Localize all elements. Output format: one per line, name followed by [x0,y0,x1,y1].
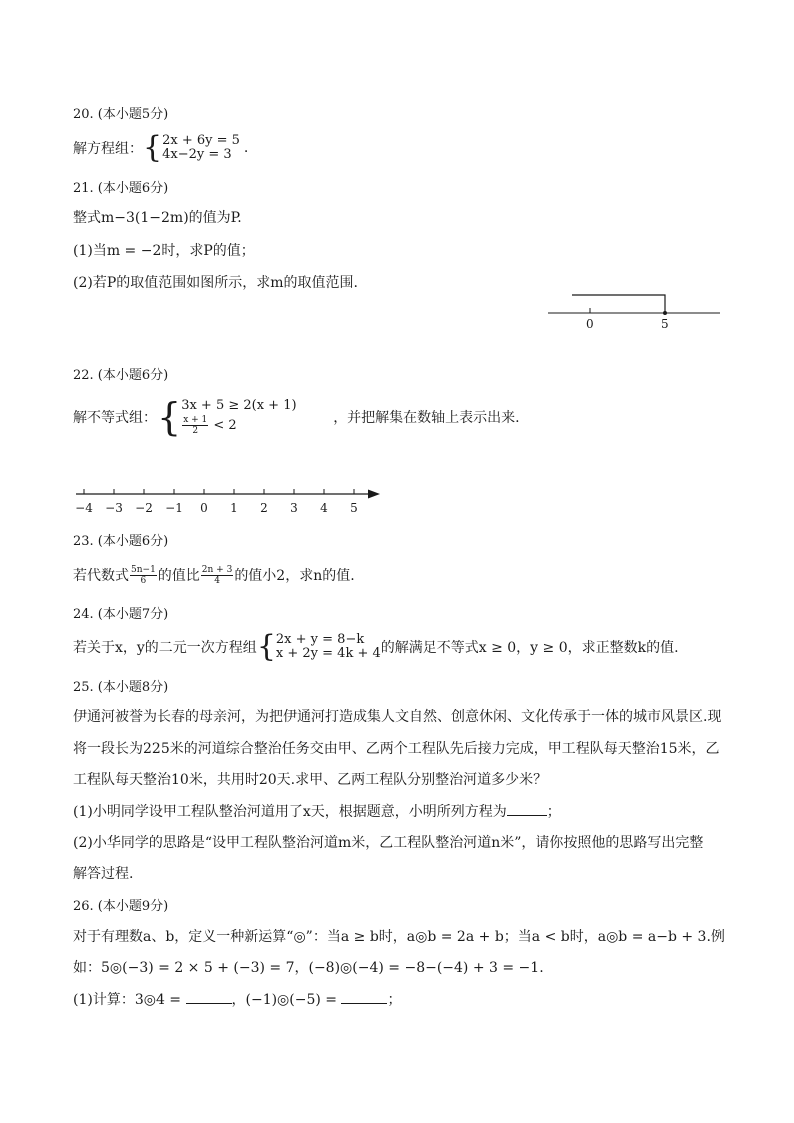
q25-line4-end: ； [546,804,561,820]
axis-tick-label: 0 [200,501,208,515]
q24-body [73,630,679,664]
q26-line3 [73,989,401,1009]
closed-endpoint-dot [663,311,667,315]
answer-blank [341,991,387,1004]
q25-line4-text: (1)小明同学设甲工程队整治河道用了x天，根据题意，小明所列方程为 [73,804,507,820]
q25-heading: 25. (本小题8分) [73,680,169,695]
q24-eq2: x + 2y = 4k + 4 [275,646,381,661]
axis-tick-label: −3 [105,501,123,515]
q20-body [73,130,248,166]
axis-arrow-icon [368,490,380,499]
q22-frac-den: 2 [192,425,199,436]
q25-line1: 伊通河被誉为长春的母亲河，为把伊通河打造成集人文自然、创意休闲、文化传承于一体的城市风景区.现 [73,709,722,725]
q23-f2-den: 4 [214,575,220,586]
q22-eq2-rest: < 2 [213,417,237,433]
axis-tick-label: 3 [290,501,298,515]
q23-fraction-1 [130,565,157,586]
q23-body [73,560,355,590]
q22-heading: 22. (本小题6分) [73,368,169,383]
q26-line3b: ，(−1)◎(−5) = [231,992,338,1008]
q26-line3c: ； [387,992,402,1008]
q24-system [276,633,381,661]
q21-part1: (1)当m = −2时，求P的值； [73,243,255,259]
q21-heading: 21. (本小题6分) [73,181,169,196]
q24-suffix: 的解满足不等式x ≥ 0，y ≥ 0，求正整数k的值. [380,640,679,656]
q25-line5: (2)小华同学的思路是“设甲工程队整治河道m米，乙工程队整治河道n米”，请你按照他的思路写出完整 [73,835,704,851]
q20-eq2: 4x−2y = 3 [162,147,232,162]
q25-line4 [73,801,561,821]
answer-blank [507,803,547,816]
q22-system [181,397,297,436]
left-brace-icon: { [143,130,163,165]
q22-prefix: 解不等式组： [73,410,157,426]
q21-number-line [540,288,730,338]
q22-fraction [182,415,208,436]
q26-heading: 26. (本小题9分) [73,899,169,914]
q22-body [73,395,520,439]
q24-prefix: 若关于x，y的二元一次方程组 [73,640,257,656]
q23-f1-den: 6 [140,575,147,586]
q26-line1: 对于有理数a、b，定义一种新运算“◎”：当a ≥ b时，a◎b = 2a + b；当a < b时，a◎b = a−b + 3.例 [73,929,725,945]
q26-line2: 如：5◎(−3) = 2 × 5 + (−3) = 7，(−8)◎(−4) = −8−(−4) + 3 = −1. [73,960,544,976]
axis-tick-label: −4 [75,501,93,515]
q24-eq1: 2x + y = 8−k [275,632,365,647]
axis-tick-label: −1 [165,501,183,515]
q22-eq1: 3x + 5 ≥ 2(x + 1) [181,397,297,413]
q23-fraction-2 [201,565,234,586]
q22-frac-num: x + 1 [183,414,208,425]
q22-number-line [68,482,388,522]
q22-suffix: ，并把解集在数轴上表示出来. [333,410,520,426]
q23-f1-num: 5n−1 [131,564,156,575]
q26-line3a: (1)计算：3◎4 = [73,992,182,1008]
q25-line2: 将一段长为225米的河道综合整治任务交由甲、乙两个工程队先后接力完成，甲工程队每天整治15米，乙 [73,741,720,757]
q20-suffix: . [243,140,249,156]
q23-p3: 的值小2，求n的值. [234,568,355,584]
answer-blank [186,991,232,1004]
q20-prefix: 解方程组： [73,141,143,157]
left-brace-icon: { [256,629,276,664]
left-brace-icon: { [157,395,182,439]
axis-label-0: 0 [586,317,594,331]
axis-tick-label: −2 [135,501,153,515]
q22-eq2 [181,415,293,436]
q25-line3: 工程队每天整治10米，共用时20天.求甲、乙两工程队分别整治河道多少米？ [73,772,548,788]
axis-label-5: 5 [661,317,669,331]
q20-system [162,134,240,162]
axis-tick-label: 4 [320,501,328,515]
q23-f2-num: 2n + 3 [201,564,233,575]
q20-eq1: 2x + 6y = 5 [162,133,240,148]
q24-heading: 24. (本小题7分) [73,607,169,622]
q23-heading: 23. (本小题6分) [73,534,169,549]
q23-p1: 若代数式 [73,568,129,584]
axis-tick-label: 5 [350,501,358,515]
axis-tick-label: 1 [230,501,238,515]
q21-part2: (2)若P的取值范围如图所示，求m的取值范围. [73,275,358,291]
q25-line6: 解答过程. [73,866,134,882]
q23-p2: 的值比 [157,568,200,584]
q21-intro: 整式m−3(1−2m)的值为P. [73,210,242,226]
axis-tick-label: 2 [260,501,268,515]
q20-heading: 20. (本小题5分) [73,107,169,122]
range-bracket [572,295,665,313]
